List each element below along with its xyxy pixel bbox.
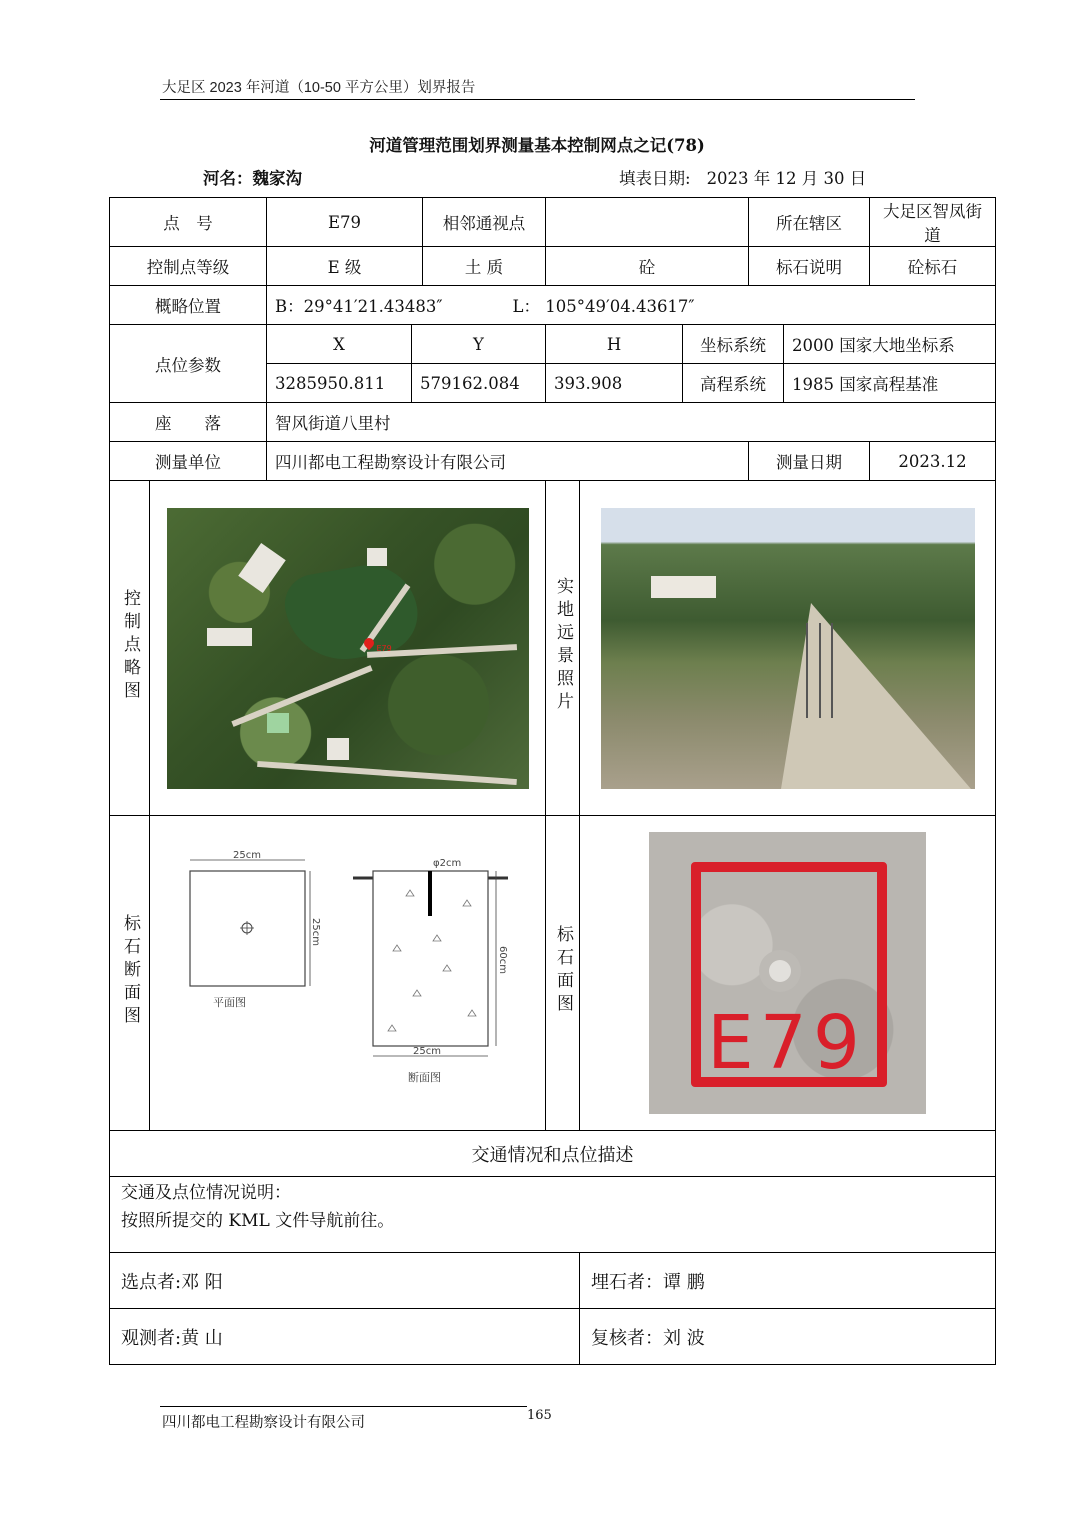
- elev-sys-label: 高程系统: [683, 364, 784, 403]
- row-unit: [110, 442, 996, 481]
- plan-caption: 平面图: [212, 996, 246, 1009]
- point-no: E79: [267, 198, 423, 247]
- footer-company: 四川都电工程勘察设计有限公司: [162, 1415, 365, 1431]
- river-name: 河名：魏家沟: [203, 169, 302, 188]
- section-label-cell: [110, 816, 150, 1131]
- location-label: 座 落: [110, 403, 267, 442]
- row-images-1: [110, 481, 996, 816]
- row-traffic-title: [110, 1131, 996, 1177]
- section-label: 标石断面图: [120, 913, 140, 1029]
- section-dim-bottom: 25cm: [412, 1046, 441, 1057]
- burier: 埋石者：谭 鹏: [580, 1253, 996, 1309]
- params-label: 点位参数: [110, 325, 267, 403]
- approx-label: 概略位置: [110, 286, 267, 325]
- map-pin-label: E79: [376, 643, 392, 653]
- y-value: 579162.084: [412, 364, 546, 403]
- row-traffic-desc: [110, 1177, 996, 1253]
- marker-code: E79: [707, 1000, 866, 1086]
- row-images-2: [110, 816, 996, 1131]
- scene-photo-cell: [580, 481, 996, 816]
- fill-date-label: 填表日期:: [619, 169, 691, 188]
- sketch-map-label: 控制点略图: [120, 588, 140, 704]
- scene-label: 实地远景照片: [553, 577, 574, 715]
- elev-sys-value: 1985 国家高程基准: [784, 364, 996, 403]
- fill-date-value: 2023 年 12 月 30 日: [706, 169, 867, 188]
- soil-value: 砼: [546, 247, 749, 286]
- stone-value: 砼标石: [870, 247, 996, 286]
- point-no-label: 点 号: [110, 198, 267, 247]
- survey-date-value: 2023.12: [870, 442, 996, 481]
- row-point: [110, 198, 996, 247]
- page-header: 大足区 2023 年河道（10-50 平方公里）划界报告: [162, 80, 476, 96]
- section-drawing: [188, 846, 508, 1096]
- traffic-line-1: 交通及点位情况说明：: [121, 1183, 291, 1203]
- marker-stone-photo: [649, 832, 926, 1114]
- district-value: 大足区智凤街道: [870, 198, 996, 247]
- row-location: [110, 403, 996, 442]
- location-value: 智风街道八里村: [267, 403, 996, 442]
- y-label: Y: [412, 325, 546, 364]
- traffic-description: [110, 1177, 996, 1253]
- face-label: 标石面图: [553, 925, 574, 1017]
- unit-label: 测量单位: [110, 442, 267, 481]
- adjacent-label: 相邻通视点: [423, 198, 546, 247]
- traffic-title: 交通情况和点位描述: [110, 1131, 996, 1177]
- x-label: X: [267, 325, 412, 364]
- h-value: 393.908: [546, 364, 683, 403]
- plan-dim-top: 25cm: [232, 850, 261, 861]
- adjacent-value: [546, 198, 749, 247]
- row-signatures-2: [110, 1309, 996, 1365]
- row-signatures-1: [110, 1253, 996, 1309]
- selector: 选点者:邓 阳: [110, 1253, 580, 1309]
- footer-rule: [160, 1406, 527, 1407]
- control-point-aerial-map: [167, 508, 529, 789]
- fill-date: [619, 165, 866, 189]
- survey-date-label: 测量日期: [749, 442, 870, 481]
- sketch-map-label-cell: [110, 481, 150, 816]
- sketch-map-cell: [150, 481, 546, 816]
- grade-label: 控制点等级: [110, 247, 267, 286]
- h-label: H: [546, 325, 683, 364]
- row-params-head: [110, 325, 996, 364]
- face-label-cell: [546, 816, 580, 1131]
- row-grade: [110, 247, 996, 286]
- coord-sys-value: 2000 国家大地坐标系: [784, 325, 996, 364]
- stone-label: 标石说明: [749, 247, 870, 286]
- scene-label-cell: [546, 481, 580, 816]
- section-dim-top: φ2cm: [432, 858, 461, 869]
- latitude: B：29°41′21.43483″: [275, 297, 443, 316]
- unit-value: 四川都电工程勘察设计有限公司: [267, 442, 749, 481]
- face-photo-cell: [580, 816, 996, 1131]
- traffic-line-2: 按照所提交的 KML 文件导航前往。: [121, 1211, 395, 1231]
- soil-label: 土 质: [423, 247, 546, 286]
- grade-value: E 级: [267, 247, 423, 286]
- section-drawing-cell: [150, 816, 546, 1131]
- x-value: 3285950.811: [267, 364, 412, 403]
- approx-value: [267, 286, 996, 325]
- doc-title: 河道管理范围划界测量基本控制网点之记(78): [369, 136, 705, 155]
- control-point-table: [109, 197, 996, 1365]
- page-number: 165: [527, 1408, 552, 1423]
- row-approx: [110, 286, 996, 325]
- district-label: 所在辖区: [749, 198, 870, 247]
- scene-photo: [601, 508, 975, 789]
- longitude: L： 105°49′04.43617″: [512, 297, 695, 316]
- section-caption: 断面图: [407, 1071, 441, 1084]
- plan-dim-side: 25cm: [309, 918, 321, 946]
- coord-sys-label: 坐标系统: [683, 325, 784, 364]
- observer: 观测者:黄 山: [110, 1309, 580, 1365]
- section-dim-side: 60cm: [496, 946, 508, 974]
- checker: 复核者：刘 波: [580, 1309, 996, 1365]
- header-rule: [160, 99, 915, 100]
